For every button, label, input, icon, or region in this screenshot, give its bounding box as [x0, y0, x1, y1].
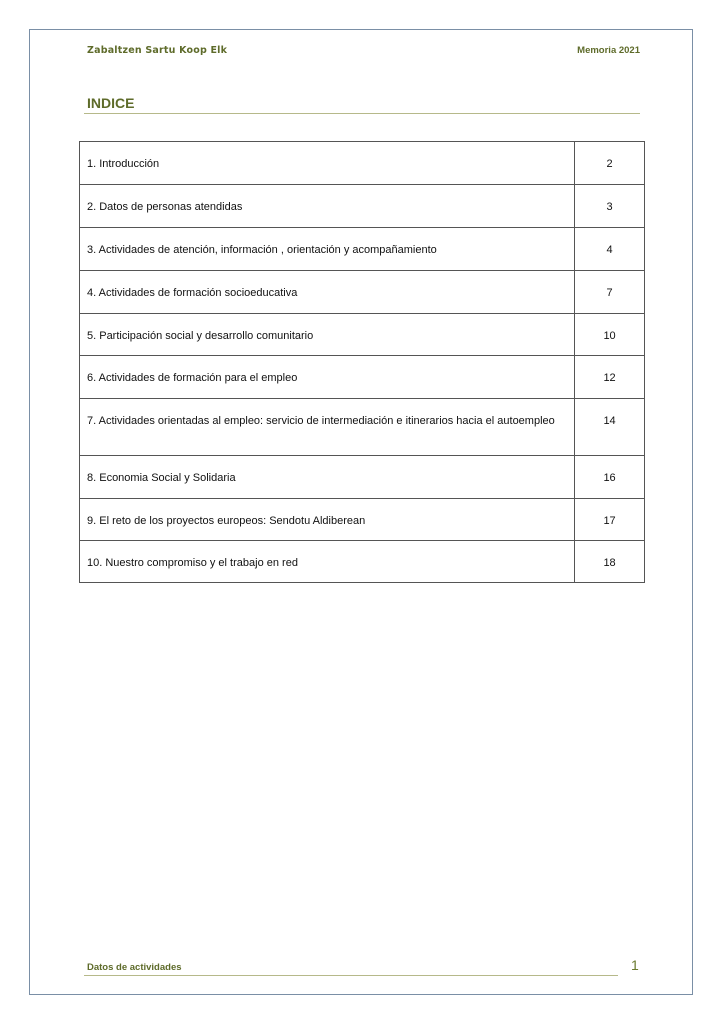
toc-item-label: 1. Introducción — [80, 142, 575, 185]
toc-item-page: 10 — [575, 314, 645, 356]
toc-row — [80, 456, 645, 499]
toc-item-page: 18 — [575, 541, 645, 583]
table-of-contents — [79, 141, 645, 583]
title-divider — [84, 113, 640, 114]
toc-item-label: 4. Actividades de formación socioeducativa — [80, 271, 575, 314]
toc-item-label: 9. El reto de los proyectos europeos: Sendotu Aldiberean — [80, 499, 575, 541]
toc-item-page: 14 — [575, 399, 645, 456]
toc-row — [80, 185, 645, 228]
toc-row — [80, 271, 645, 314]
toc-row — [80, 228, 645, 271]
toc-item-label: 7. Actividades orientadas al empleo: servicio de intermediación e itinerarios hacia el autoempleo — [80, 399, 575, 456]
header-organization: Zabaltzen Sartu Koop Elk — [87, 45, 228, 56]
toc-item-label: 10. Nuestro compromiso y el trabajo en red — [80, 541, 575, 583]
toc-item-label: 6. Actividades de formación para el empleo — [80, 356, 575, 399]
toc-item-page: 12 — [575, 356, 645, 399]
header-report-title: Memoria 2021 — [577, 45, 640, 56]
toc-row — [80, 541, 645, 583]
page-title: INDICE — [87, 95, 135, 111]
footer-divider — [84, 975, 618, 976]
toc-item-label: 2. Datos de personas atendidas — [80, 185, 575, 228]
toc-row — [80, 142, 645, 185]
toc-item-page: 16 — [575, 456, 645, 499]
toc-row — [80, 356, 645, 399]
toc-item-page: 3 — [575, 185, 645, 228]
footer-page-number: 1 — [631, 957, 639, 973]
toc-item-page: 17 — [575, 499, 645, 541]
toc-row — [80, 314, 645, 356]
toc-row — [80, 499, 645, 541]
toc-item-page: 4 — [575, 228, 645, 271]
toc-row — [80, 399, 645, 456]
toc-item-label: 8. Economia Social y Solidaria — [80, 456, 575, 499]
toc-item-page: 7 — [575, 271, 645, 314]
toc-item-label: 3. Actividades de atención, información , orientación y acompañamiento — [80, 228, 575, 271]
toc-item-page: 2 — [575, 142, 645, 185]
toc-item-label: 5. Participación social y desarrollo comunitario — [80, 314, 575, 356]
footer-section-title: Datos de actividades — [87, 962, 182, 973]
